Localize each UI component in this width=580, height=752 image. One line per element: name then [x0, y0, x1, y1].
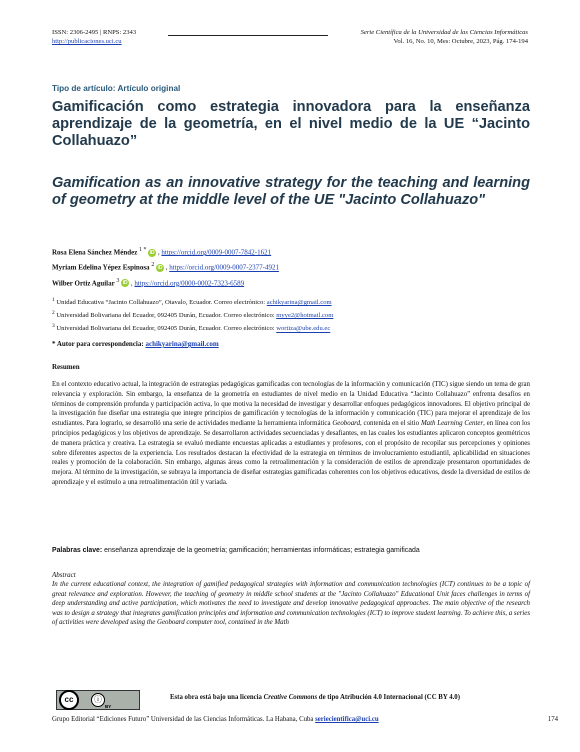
page-number: 174 [547, 716, 558, 723]
keywords: Palabras clave: enseñanza aprendizaje de la geometría; gamificación; herramientas informáticas; estrategia gamificada [52, 547, 420, 554]
abstract-body: In the current educational context, the integration of gamified pedagogical strategies with information and communication technologies (ICT) continues to be a topic of great relevance and exploration. However, the teaching of geometry in middle school students at the "Jacinto Collahuazo" Educational Unit faces challenges in terms of deep understanding and active participation, which motivates the need to investigate and develop innovative pedagogical approaches. The main objective of the research was to design a strategy that integrates gamification principles and information and communication technologies (ICT) to improve student learning. To achieve this, a series of activities were developed using the Geoboard computer tool, contained in the Math [52, 581, 530, 627]
author-name: Myriam Edelina Yépez Espinosa [52, 263, 150, 272]
orcid-link[interactable]: https://orcid.org/0009-0007-7842-1621 [161, 248, 272, 257]
orcid-link[interactable]: https://orcid.org/0009-0007-2377-4921 [169, 263, 279, 272]
article-type: Tipo de artículo: Artículo original [52, 84, 181, 93]
orcid-link[interactable]: https://orcid.org/0000-0002-7323-6589 [134, 278, 245, 287]
journal-name: Serie Científica de la Universidad de las Ciencias Informáticas [360, 29, 528, 36]
author-row: Rosa Elena Sánchez Méndez $^{1 *}$ iD , https://orcid.org/0009-0007-7842-1621 [52, 247, 272, 257]
orcid-icon: iD [122, 280, 128, 287]
author-list [52, 244, 279, 290]
resumen-body: En el contexto educativo actual, la integración de estrategias pedagógicas gamificadas con tecnologías de la información y comunicación (TIC) sigue siendo un tema de gran relevancia y exploración. Sin embargo, la enseñanza de la geometría en estudiantes de nivel medio en la Unidad Educativa “Jacinto Collahuazo” enfrenta desafíos en términos de comprensión profunda y participación activa, lo que motiva la necesidad de investigar y desarrollar enfoques pedagógicos innovadores. El objetivo principal de la investigación fue diseñar una estrategia que integre principios de gamificación y tecnologías de la información y comunicación (TIC) para mejorar el aprendizaje de los estudiantes. Para lograrlo, se desarrolló una serie de actividades mediante la herramienta informática Geoboard, contenida en el sitio Math Learning Center, en línea con los principios pedagógicos y los objetivos de aprendizaje. Se desarrollaron actividades secuenciadas y desafiantes, en las cuales los estudiantes aplicaron conceptos geométricos de manera práctica y creativa. La estrategia se evaluó mediante encuestas aplicadas a estudiantes y profesores, con el propósito de recopilar sus percepciones y opiniones sobre diferentes aspectos de la experiencia. Los resultados destacan la efectividad de la estrategia en términos de involucramiento estudiantil, aplicabilidad en situaciones reales y promoción de la colaboración. Sin embargo, algunas áreas como la retroalimentación y la consideración de estilos de aprendizaje presentaron oportunidades de mejora. Al término de la investigación, se subraya la importancia de diseñar estrategias gamificadas coherentes con los objetivos educativos, desde la diversidad de estilos de aprendizaje y el estímulo a una retroalimentación útil y variada. [52, 381, 531, 486]
author-sup: 1 * [139, 247, 147, 253]
author-row: Myriam Edelina Yépez Espinosa $^2$ iD , https://orcid.org/0009-0007-2377-4921 [52, 262, 279, 272]
title-english: Gamification as an innovative strategy for the teaching and learning of geometry at the middle level of the UE "Jacinto Collahuazo" [52, 175, 530, 208]
issn-text: ISSN: 2306-2495 | RNPS: 2343 [52, 29, 137, 36]
orcid-icon: iD [157, 265, 163, 272]
orcid-icon: iD [149, 249, 155, 256]
affiliation-item: $^3$ Universidad Bolivariana del Ecuador, 092405 Durán, Ecuador. Correo electrónico: wortiza@ube.edu.ec [52, 323, 331, 333]
author-name: Rosa Elena Sánchez Méndez [52, 248, 138, 257]
resumen-heading: Resumen [52, 363, 80, 371]
author-sup: 2 [151, 262, 155, 269]
author-name: Wilber Ortiz Aguilar [52, 278, 115, 287]
email-link[interactable]: myye2@hotmail.com [276, 312, 334, 320]
cc-license-logo[interactable] [56, 690, 140, 710]
correspondence-email-link[interactable]: achikyarina@gmail.com [145, 340, 219, 348]
by-label: BY [105, 704, 112, 709]
header-right [361, 28, 528, 46]
email-link[interactable]: achikyarina@gmail.com [266, 299, 332, 307]
abstract-heading: Abstract [52, 571, 76, 579]
footer-email-link[interactable]: seriecientifica@uci.cu [315, 716, 379, 723]
affiliation-list [52, 295, 333, 335]
volume-info: Vol. 16, No. 10, Mes: Octubre, 2023, Pág. 174-194 [393, 38, 528, 45]
person-icon: ⓘ [91, 693, 105, 707]
license-text: Esta obra está bajo una licencia Creative Commons de tipo Atribución 4.0 Internacional (CC BY 4.0) [170, 694, 460, 701]
author-row: Wilber Ortiz Aguilar $^3$ iD , https://orcid.org/0000-0002-7323-6589 [52, 277, 245, 287]
affiliation-item: $^1$ Unidad Educativa “Jacinto Collahuazo”, Otavalo, Ecuador. Correo electrónico: achikyarina@gmail.com [52, 297, 332, 307]
title-spanish: Gamificación como estrategia innovadora para la enseñanza aprendizaje de la geometría, en el nivel medio de la UE “Jacinto Collahuazo” [52, 99, 530, 149]
header-rule [168, 35, 328, 36]
affiliation-item: $^2$ Universidad Bolivariana del Ecuador, 092405 Durán, Ecuador. Correo electrónico: myye2@hotmail.com [52, 310, 334, 320]
email-link[interactable]: wortiza@ube.edu.ec [276, 325, 331, 333]
cc-icon: cc [59, 690, 79, 710]
footer: Grupo Editorial “Ediciones Futuro” Universidad de las Ciencias Informáticas. La Habana, Cuba seriecientifica@uci.cu [52, 716, 379, 723]
author-sup: 3 [116, 277, 120, 284]
correspondence: * Autor para correspondencia: achikyarina@gmail.com [52, 340, 219, 348]
publications-link[interactable]: http://publicaciones.uci.cu [52, 38, 122, 45]
header-left [52, 28, 136, 46]
